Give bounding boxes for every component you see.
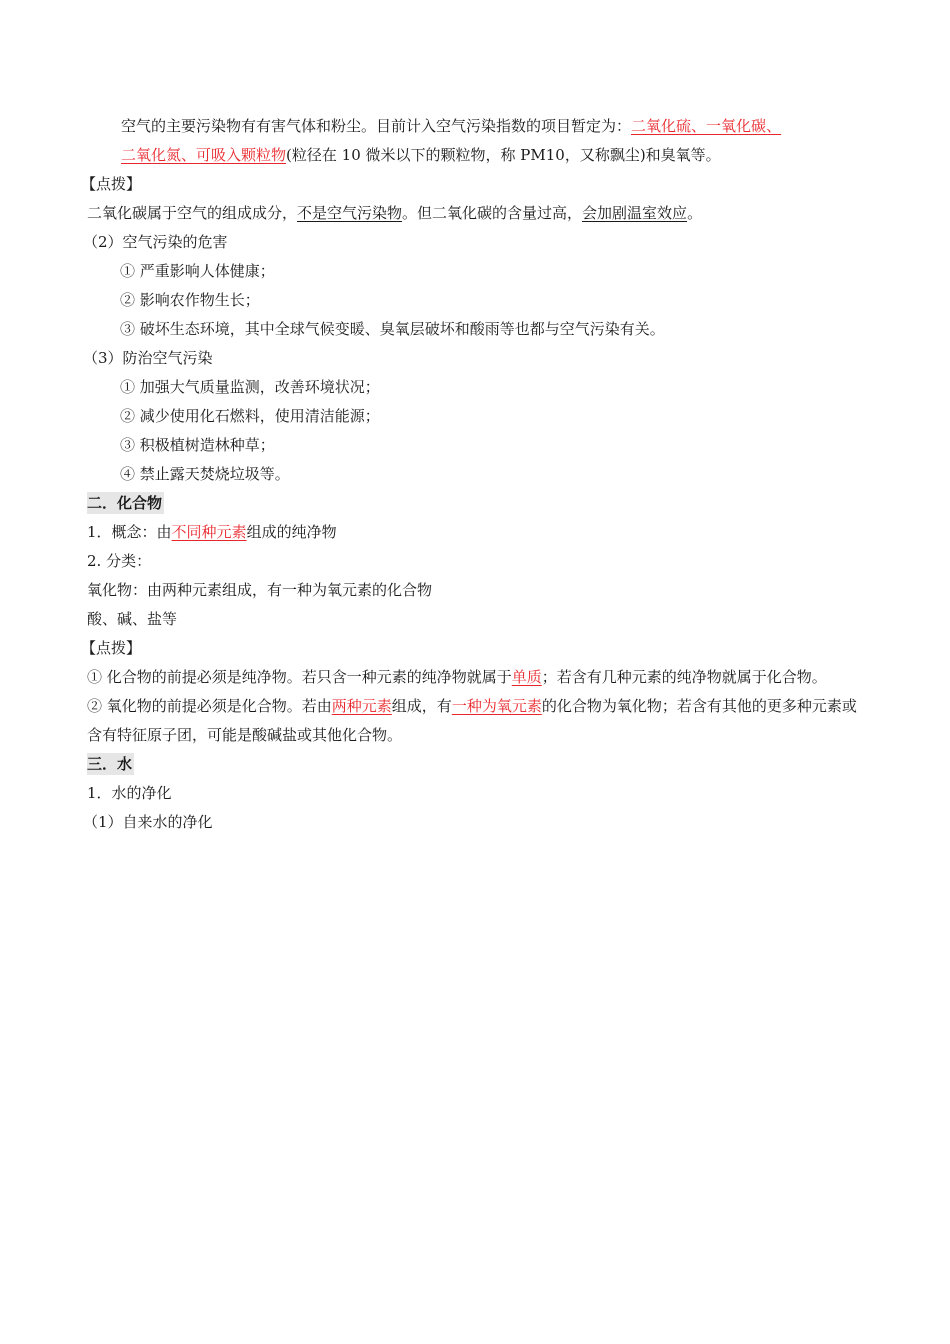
- nitrogen-dioxide-term: 二氧化氮: [121, 146, 182, 164]
- hint-text-part: ① 化合物的前提必须是纯净物。若只含一种元素的纯净物就属于: [87, 668, 512, 686]
- hint-text-part: 组成，有: [391, 697, 452, 715]
- pollutants-intro: 空气的主要污染物有有害气体和粉尘。目前计入空气污染指数的项目暂定为：: [121, 117, 632, 135]
- hint-heading: 【点拨】: [81, 175, 142, 193]
- hint-text-part: 的化合物为氧化物；若含有其他的更多种元素或含有特征原子团，可能是酸碱盐或其他化合物。: [87, 697, 857, 744]
- acid-base-salt: 酸、碱、盐等: [87, 610, 178, 628]
- oxygen-element-term: 一种为氧元素: [451, 697, 542, 715]
- section-water-heading: [87, 750, 867, 779]
- document-page: [81, 112, 867, 837]
- hint-oxide-paragraph: [87, 692, 867, 750]
- prevent-item: ① 加强大气质量监测，改善环境状况；: [120, 378, 380, 396]
- harm-item: ① 严重影响人体健康；: [120, 262, 275, 280]
- section-title: 二．化合物: [87, 494, 163, 512]
- harm-heading: （2）空气污染的危害: [83, 233, 228, 251]
- hint-text-part: ② 氧化物的前提必须是化合物。若由: [87, 697, 332, 715]
- separator: 、: [181, 146, 197, 164]
- hint-text-part: 。: [687, 204, 703, 222]
- oxide-definition: 氧化物：由两种元素组成，有一种为氧元素的化合物: [87, 581, 433, 599]
- pollutants-line-1: [87, 112, 867, 141]
- section-title: 三．水: [87, 755, 133, 773]
- prevent-item: ④ 禁止露天焚烧垃圾等。: [120, 465, 290, 483]
- simple-substance-term: 单质: [511, 668, 542, 686]
- classification-heading: 2. 分类：: [87, 552, 152, 570]
- prevent-item: ③ 积极植树造林种草；: [120, 436, 275, 454]
- hint-text-part: ；若含有几种元素的纯净物就属于化合物。: [541, 668, 827, 686]
- tap-water-purification-heading: （1）自来水的净化: [83, 813, 213, 831]
- two-elements-term: 两种元素: [331, 697, 392, 715]
- concept-text: 1．概念：由: [87, 523, 172, 541]
- pollutants-detail: (粒径在 10 微米以下的颗粒物，称 PM10，又称飘尘)和臭氧等。: [286, 146, 721, 164]
- not-pollutant-underline: 不是空气污染物: [297, 204, 403, 222]
- harm-item: ③ 破坏生态环境，其中全球气候变暖、臭氧层破坏和酸雨等也都与空气污染有关。: [120, 320, 665, 338]
- hint-heading: 【点拨】: [81, 639, 142, 657]
- separator: 、: [766, 117, 782, 135]
- prevent-heading: （3）防治空气污染: [83, 349, 213, 367]
- hint-text-part: 二氧化碳属于空气的组成成分，: [87, 204, 298, 222]
- separator: 、: [691, 117, 707, 135]
- hint-compound-paragraph: [87, 663, 867, 692]
- hint-co2-text: [87, 199, 867, 228]
- particulate-term: 可吸入颗粒物: [196, 146, 287, 164]
- greenhouse-underline: 会加剧温室效应: [582, 204, 688, 222]
- carbon-monoxide-term: 一氧化碳: [706, 117, 767, 135]
- section-compound-heading: [87, 489, 867, 518]
- sulfur-dioxide-term: 二氧化硫: [631, 117, 692, 135]
- pollutants-line-2: [87, 141, 867, 170]
- harm-item: ② 影响农作物生长；: [120, 291, 260, 309]
- water-purification-heading: 1．水的净化: [87, 784, 172, 802]
- compound-concept: [87, 518, 867, 547]
- prevent-item: ② 减少使用化石燃料，使用清洁能源；: [120, 407, 380, 425]
- concept-text: 组成的纯净物: [246, 523, 337, 541]
- hint-text-part: 。但二氧化碳的含量过高，: [402, 204, 583, 222]
- different-elements-term: 不同种元素: [171, 523, 247, 541]
